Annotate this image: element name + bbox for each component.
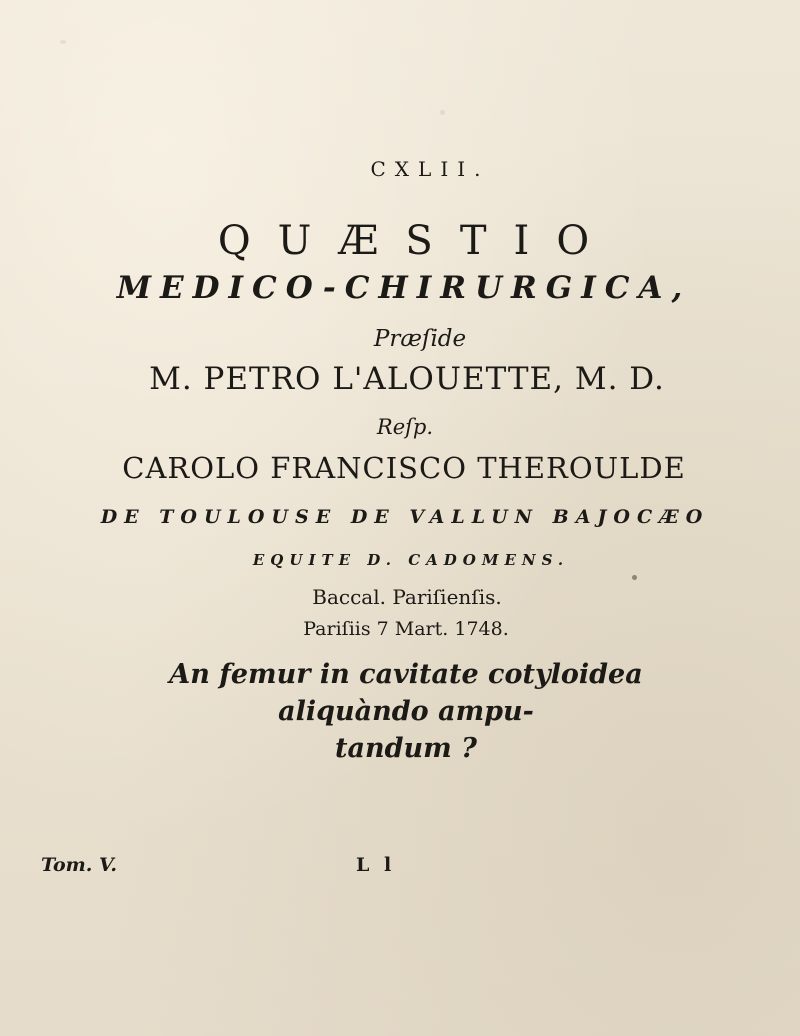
page-title: QUÆSTIO [217,218,617,264]
question-line-2: tandum ? [335,733,477,764]
date-line: Pariſiis 7 Mart. 1748. [303,618,509,640]
degree-line: Baccal. Pariſienſis. [312,585,502,609]
respondent-rank: EQUITE D. CADOMENS. [252,551,570,569]
respondent-name: CAROLO FRANCISCO THEROULDE [122,451,686,485]
paper-stain [60,40,66,44]
paper-stain [440,110,445,115]
respondent-label: Reſp. [376,415,434,439]
praeside-label: Præſide [373,326,467,352]
page-subtitle: MEDICO-CHIRURGICA, [116,270,692,306]
respondent-origin: DE TOULOUSE DE VALLUN BAJOCÆO [100,506,710,528]
volume-signature: Tom. V. [41,854,117,876]
paper-stain [632,575,637,580]
section-numeral: CXLII. [370,157,490,181]
question-line-1: An femur in cavitate cotyloidea aliquàndo ampu- [169,659,643,727]
thesis-question [120,656,700,767]
president-name: M. PETRO L'ALOUETTE, M. D. [149,361,665,397]
folio-signature: L l [356,854,396,876]
